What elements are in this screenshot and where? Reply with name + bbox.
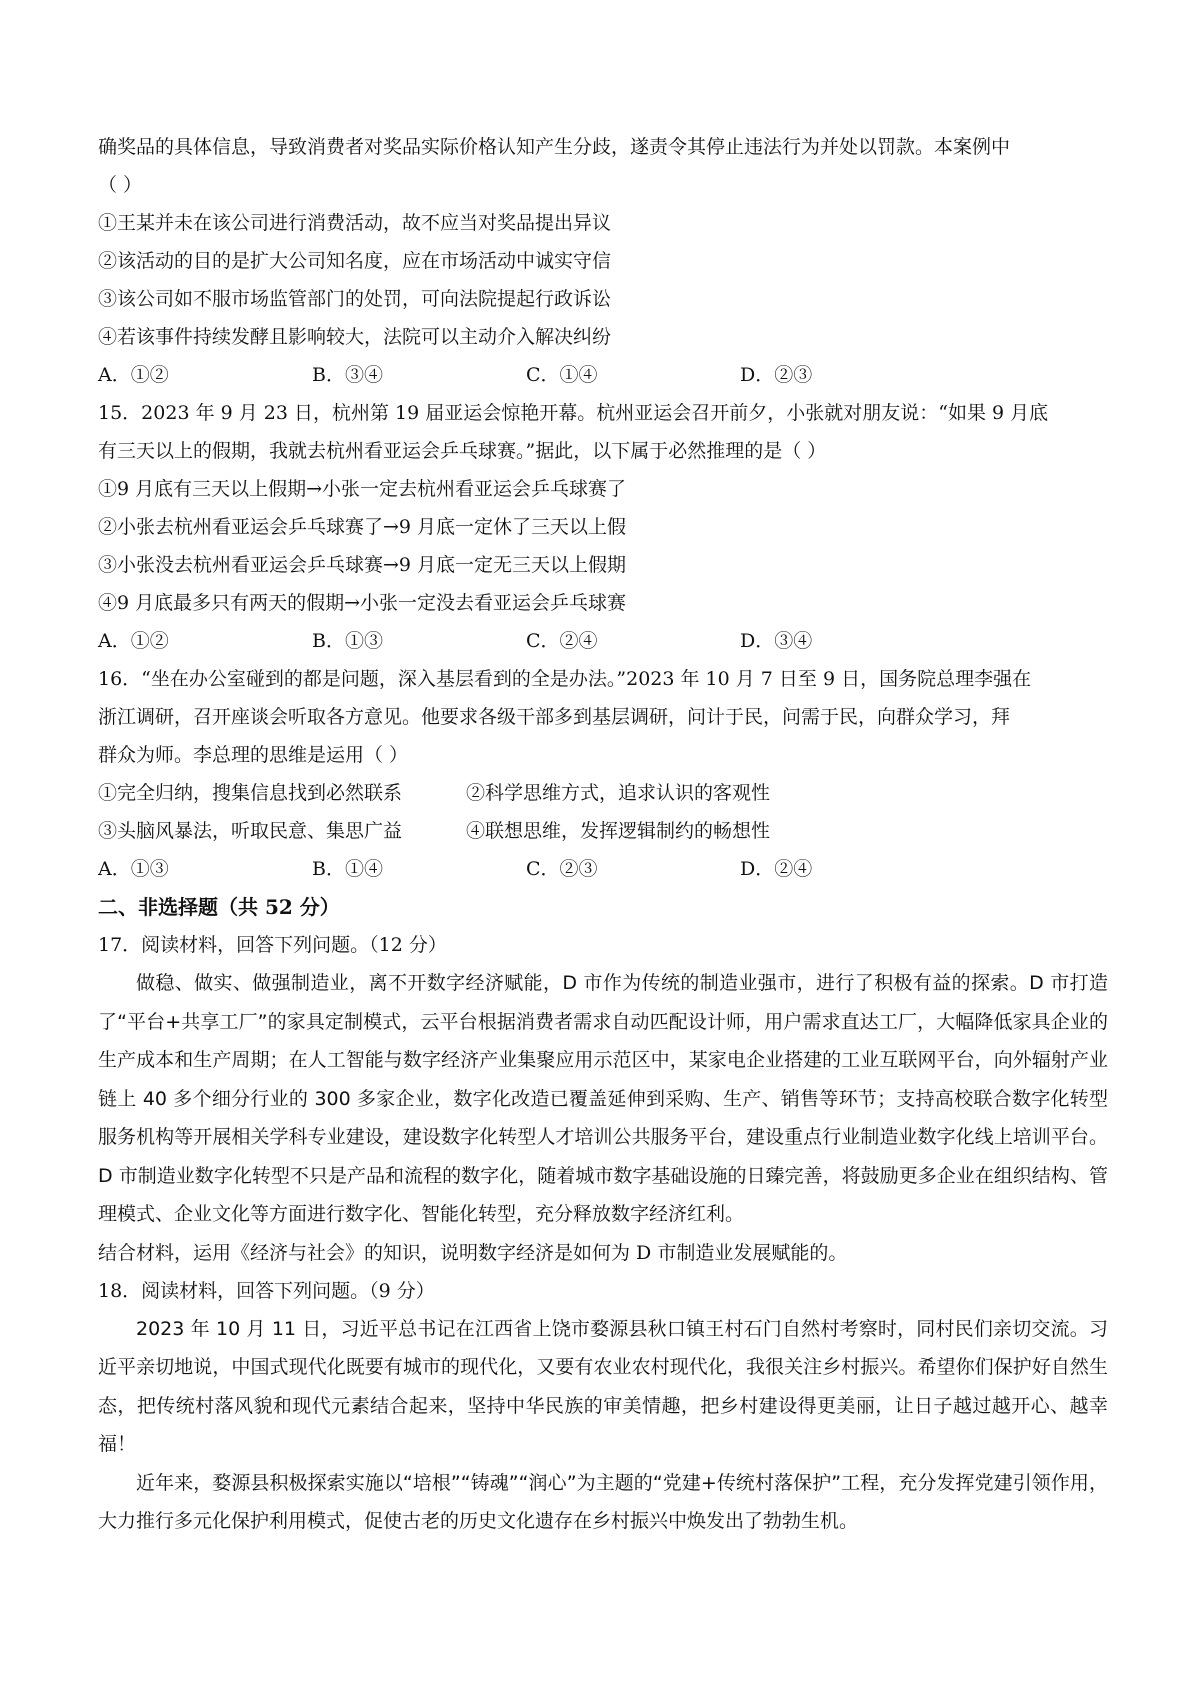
q15-choice-3: ③小张没去杭州看亚运会乒乓球赛→9 月底一定无三天以上假期 — [98, 554, 627, 576]
q16-choices-row-1 — [98, 774, 1108, 812]
q18-heading: 18．阅读材料，回答下列问题。（9 分） — [98, 1279, 435, 1302]
q17-question: 结合材料，运用《经济与社会》的知识，说明数字经济是如何为 D 市制造业发展赋能的。 — [98, 1241, 848, 1264]
q16-stem-line-3: 群众为师。李总理的思维是运用（ ） — [98, 744, 409, 766]
q15-choice-1: ①9 月底有三天以上假期→小张一定去杭州看亚运会乒乓球赛了 — [98, 478, 627, 500]
q14-choice-4: ④若该事件持续发酵且影响较大，法院可以主动介入解决纠纷 — [98, 326, 612, 348]
q16-option-d[interactable]: D．②④ — [740, 858, 813, 880]
q15-options — [98, 622, 1108, 660]
q17-heading: 17．阅读材料，回答下列问题。（12 分） — [98, 934, 447, 956]
q16-choice-2: ②科学思维方式，追求认识的客观性 — [466, 782, 771, 804]
q14-blank: （ ） — [98, 174, 143, 196]
q14-option-c[interactable]: C．①④ — [526, 364, 598, 386]
q15-stem-line-2: 有三天以上的假期，我就去杭州看亚运会乒乓球赛。”据此，以下属于必然推理的是（ ） — [98, 440, 827, 462]
q14-options — [98, 356, 1108, 394]
q16-option-b[interactable]: B．①④ — [312, 858, 383, 880]
q18-material-1: 2023 年 10 月 11 日，习近平总书记在江西省上饶市婺源县秋口镇王村石门自然村考察时，同村民们亲切交流。习近平亲切地说，中国式现代化既要有城市的现代化，又要有农业农村现代化，我很关注乡村振兴。希望你们保护好自然生态，把传统村落风貌和现代元素结合起来，坚持中华民族的审美情趣，把乡村建设得更美丽，让日子越过越开心、越幸福！ — [98, 1317, 1108, 1455]
q16-option-c[interactable]: C．②③ — [526, 858, 598, 880]
q16-choice-4: ④联想思维，发挥逻辑制约的畅想性 — [466, 820, 771, 842]
q14-option-b[interactable]: B．③④ — [312, 364, 383, 386]
section-2-title: 二、非选择题（共 52 分） — [98, 895, 340, 919]
q16-choice-1: ①完全归纳，搜集信息找到必然联系 — [98, 782, 403, 804]
q15-option-c[interactable]: C．②④ — [526, 630, 598, 652]
q16-choice-3: ③头脑风暴法，听取民意、集思广益 — [98, 820, 403, 842]
q14-choice-1: ①王某并未在该公司进行消费活动，故不应当对奖品提出异议 — [98, 212, 612, 234]
q14-option-d[interactable]: D．②③ — [740, 364, 813, 386]
q15-choice-2: ②小张去杭州看亚运会乒乓球赛了→9 月底一定休了三天以上假 — [98, 516, 627, 538]
q18-material-2: 近年来，婺源县积极探索实施以“培根”“铸魂”“润心”为主题的“党建+传统村落保护”工程，充分发挥党建引领作用，大力推行多元化保护利用模式，促使古老的历史文化遗存在乡村振兴中焕发出了勃勃生机。 — [98, 1471, 1108, 1532]
q14-stem-end: 确奖品的具体信息，导致消费者对奖品实际价格认知产生分歧，遂责令其停止违法行为并处以罚款。本案例中 — [98, 136, 1011, 158]
q15-option-b[interactable]: B．①③ — [312, 630, 383, 652]
q15-choice-4: ④9 月底最多只有两天的假期→小张一定没去看亚运会乒乓球赛 — [98, 592, 627, 614]
q15-option-d[interactable]: D．③④ — [740, 630, 813, 652]
q15-option-a[interactable]: A．①② — [98, 630, 169, 652]
q16-stem-line-1: 16．“坐在办公室碰到的都是问题，深入基层看到的全是办法。”2023 年 10 月 7 日至 9 日，国务院总理李强在 — [98, 668, 1032, 690]
q16-option-a[interactable]: A．①③ — [98, 858, 169, 880]
q14-option-a[interactable]: A．①② — [98, 364, 169, 386]
q14-choice-2: ②该活动的目的是扩大公司知名度，应在市场活动中诚实守信 — [98, 250, 612, 272]
q17-material: 做稳、做实、做强制造业，离不开数字经济赋能，D 市作为传统的制造业强市，进行了积极有益的探索。D 市打造了“平台+共享工厂”的家具定制模式，云平台根据消费者需求自动匹配设计师，用户需求直达工厂，大幅降低家具企业的生产成本和生产周期；在人工智能与数字经济产业集聚应用示范区中，某家电企业搭建的工业互联网平台，向外辐射产业链上 40 多个细分行业的 300 多家企业，数字化改造已覆盖延伸到采购、生产、销售等环节；支持高校联合数字化转型服务机构等开展相关学科专业建设，建设数字化转型人才培训公共服务平台，建设重点行业制造业数字化线上培训平台。D 市制造业数字化转型不只是产品和流程的数字化，随着城市数字基础设施的日臻完善，将鼓励更多企业在组织结构、管理模式、企业文化等方面进行数字化、智能化转型，充分释放数字经济红利。 — [98, 972, 1108, 1225]
exam-page — [98, 128, 1108, 1541]
q16-options — [98, 850, 1108, 888]
q16-stem-line-2: 浙江调研，召开座谈会听取各方意见。他要求各级干部多到基层调研，问计于民，问需于民，向群众学习，拜 — [98, 706, 1011, 728]
q14-choice-3: ③该公司如不服市场监管部门的处罚，可向法院提起行政诉讼 — [98, 288, 612, 310]
q16-choices-row-2 — [98, 812, 1108, 850]
q15-stem-line-1: 15．2023 年 9 月 23 日，杭州第 19 届亚运会惊艳开幕。杭州亚运会召开前夕，小张就对朋友说：“如果 9 月底 — [98, 402, 1049, 424]
